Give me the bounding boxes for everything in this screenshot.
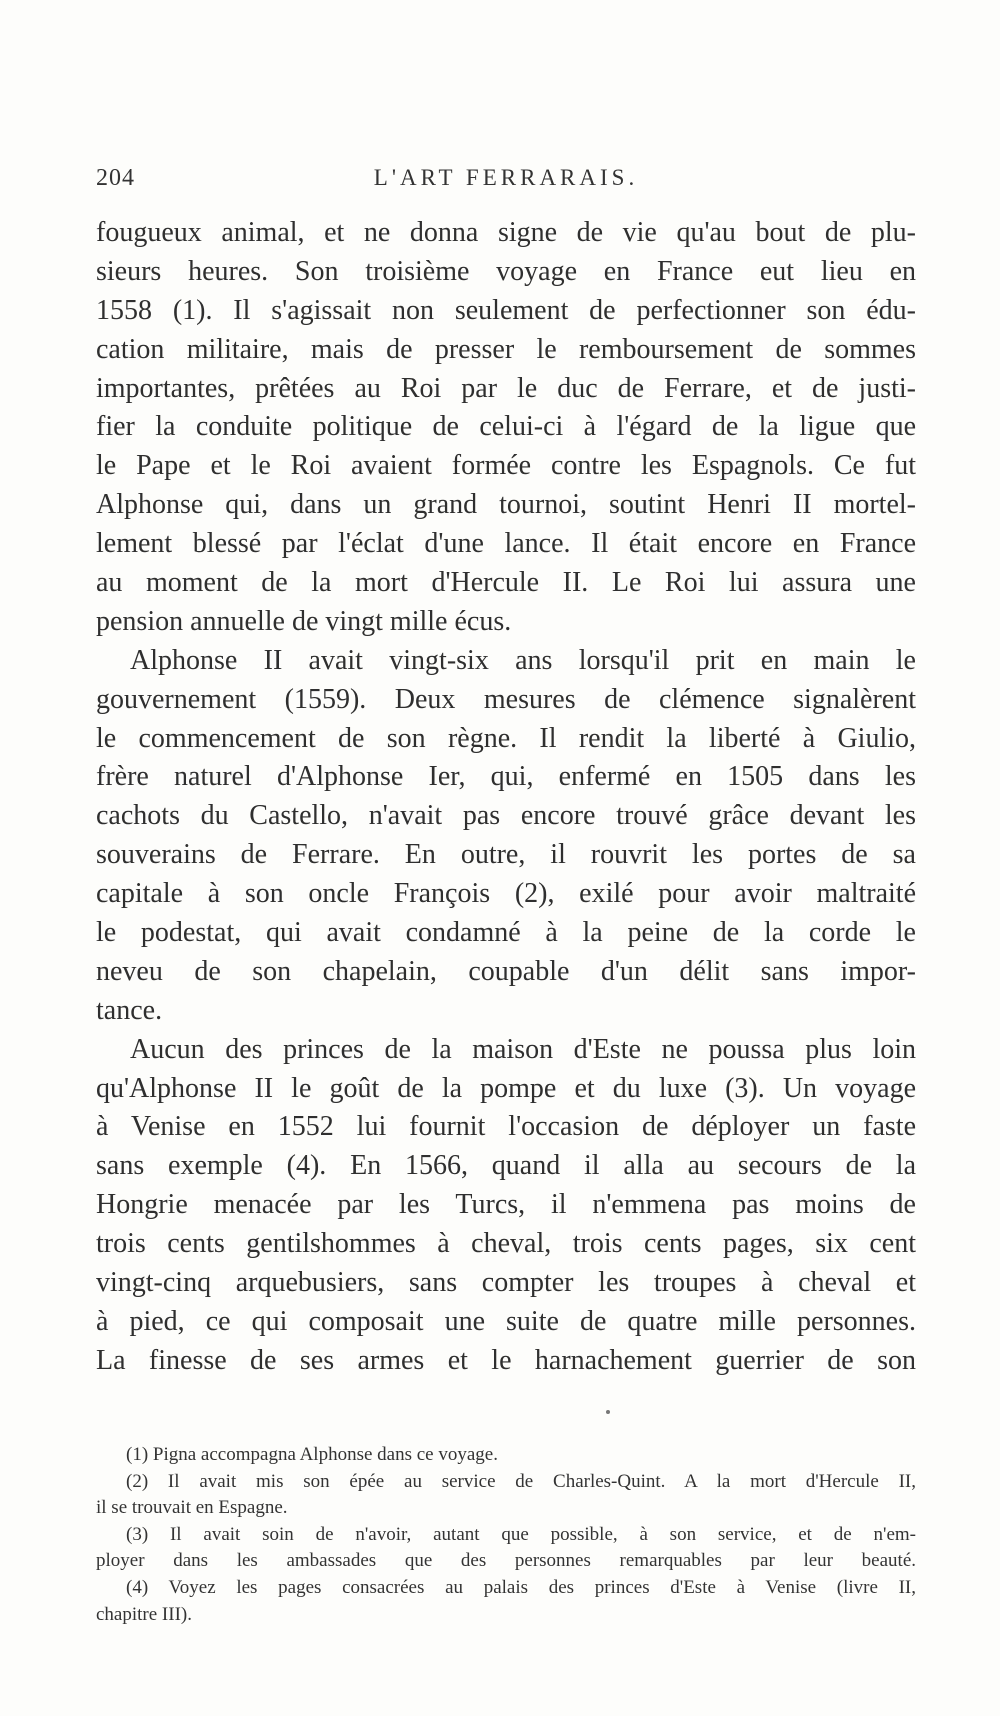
- text-line: cation militaire, mais de presser le remboursement de sommes: [96, 333, 916, 365]
- text-line: La finesse de ses armes et le harnachement guerrier de son: [96, 1344, 916, 1376]
- text-line: Aucun des princes de la maison d'Este ne poussa plus loin: [130, 1033, 916, 1065]
- text-line: frère naturel d'Alphonse Ier, qui, enfermé en 1505 dans les: [96, 761, 916, 793]
- text-line: le commencement de son règne. Il rendit la liberté à Giulio,: [96, 722, 916, 754]
- page-number: 204: [96, 165, 135, 191]
- footnote-line: (1) Pigna accompagna Alphonse dans ce voyage.: [126, 1444, 498, 1465]
- main-text: [96, 214, 916, 1381]
- text-line: trois cents gentilshommes à cheval, trois cents pages, six cent: [96, 1228, 916, 1260]
- text-line: gouvernement (1559). Deux mesures de clémence signalèrent: [96, 683, 916, 715]
- print-speck: [606, 1410, 610, 1414]
- footnote-line: (2) Il avait mis son épée au service de Charles-Quint. A la mort d'Hercule II,: [126, 1470, 916, 1492]
- text-line: 1558 (1). Il s'agissait non seulement de perfectionner son édu-: [96, 294, 916, 326]
- text-line: tance.: [96, 994, 163, 1026]
- text-line: sieurs heures. Son troisième voyage en France eut lieu en: [96, 255, 916, 287]
- footnote-line: chapitre III).: [96, 1603, 192, 1625]
- text-line: Alphonse II avait vingt-six ans lorsqu'il prit en main le: [130, 644, 916, 676]
- footnote-line: il se trouvait en Espagne.: [96, 1497, 288, 1519]
- footnote-line: (4) Voyez les pages consacrées au palais des princes d'Este à Venise (livre II,: [126, 1576, 916, 1598]
- text-line: Alphonse qui, dans un grand tournoi, soutint Henri II mortel-: [96, 489, 916, 521]
- text-line: Hongrie menacée par les Turcs, il n'emmena pas moins de: [96, 1189, 916, 1221]
- text-line: le Pape et le Roi avaient formée contre les Espagnols. Ce fut: [96, 450, 916, 482]
- text-line: pension annuelle de vingt mille écus.: [96, 605, 512, 637]
- text-line: au moment de la mort d'Hercule II. Le Roi lui assura une: [96, 567, 916, 599]
- text-line: capitale à son oncle François (2), exilé pour avoir maltraité: [96, 878, 916, 910]
- footnote-line: (3) Il avait soin de n'avoir, autant que possible, à son service, et de n'em-: [126, 1523, 916, 1545]
- text-line: vingt-cinq arquebusiers, sans compter les troupes à cheval et: [96, 1267, 916, 1299]
- running-title: L'ART FERRARAIS.: [373, 165, 639, 190]
- text-line: cachots du Castello, n'avait pas encore trouvé grâce devant les: [96, 800, 916, 832]
- text-line: fier la conduite politique de celui-ci à l'égard de la ligue que: [96, 411, 916, 443]
- text-line: qu'Alphonse II le goût de la pompe et du luxe (3). Un voyage: [96, 1072, 916, 1104]
- text-line: sans exemple (4). En 1566, quand il alla au secours de la: [96, 1150, 916, 1182]
- page-header: [96, 165, 916, 195]
- text-line: lement blessé par l'éclat d'une lance. Il était encore en France: [96, 528, 916, 560]
- text-line: importantes, prêtées au Roi par le duc de Ferrare, et de justi-: [96, 372, 916, 404]
- footnotes: [96, 1442, 916, 1628]
- text-line: souverains de Ferrare. En outre, il rouvrit les portes de sa: [96, 839, 916, 871]
- text-line: fougueux animal, et ne donna signe de vie qu'au bout de plu-: [96, 217, 916, 248]
- text-line: à Venise en 1552 lui fournit l'occasion de déployer un faste: [96, 1111, 916, 1143]
- text-line: neveu de son chapelain, coupable d'un délit sans impor-: [96, 955, 916, 987]
- text-line: le podestat, qui avait condamné à la peine de la corde le: [96, 917, 916, 949]
- footnote-line: ployer dans les ambassades que des personnes remarquables par leur beauté.: [96, 1550, 916, 1572]
- text-line: à pied, ce qui composait une suite de quatre mille personnes.: [96, 1305, 916, 1337]
